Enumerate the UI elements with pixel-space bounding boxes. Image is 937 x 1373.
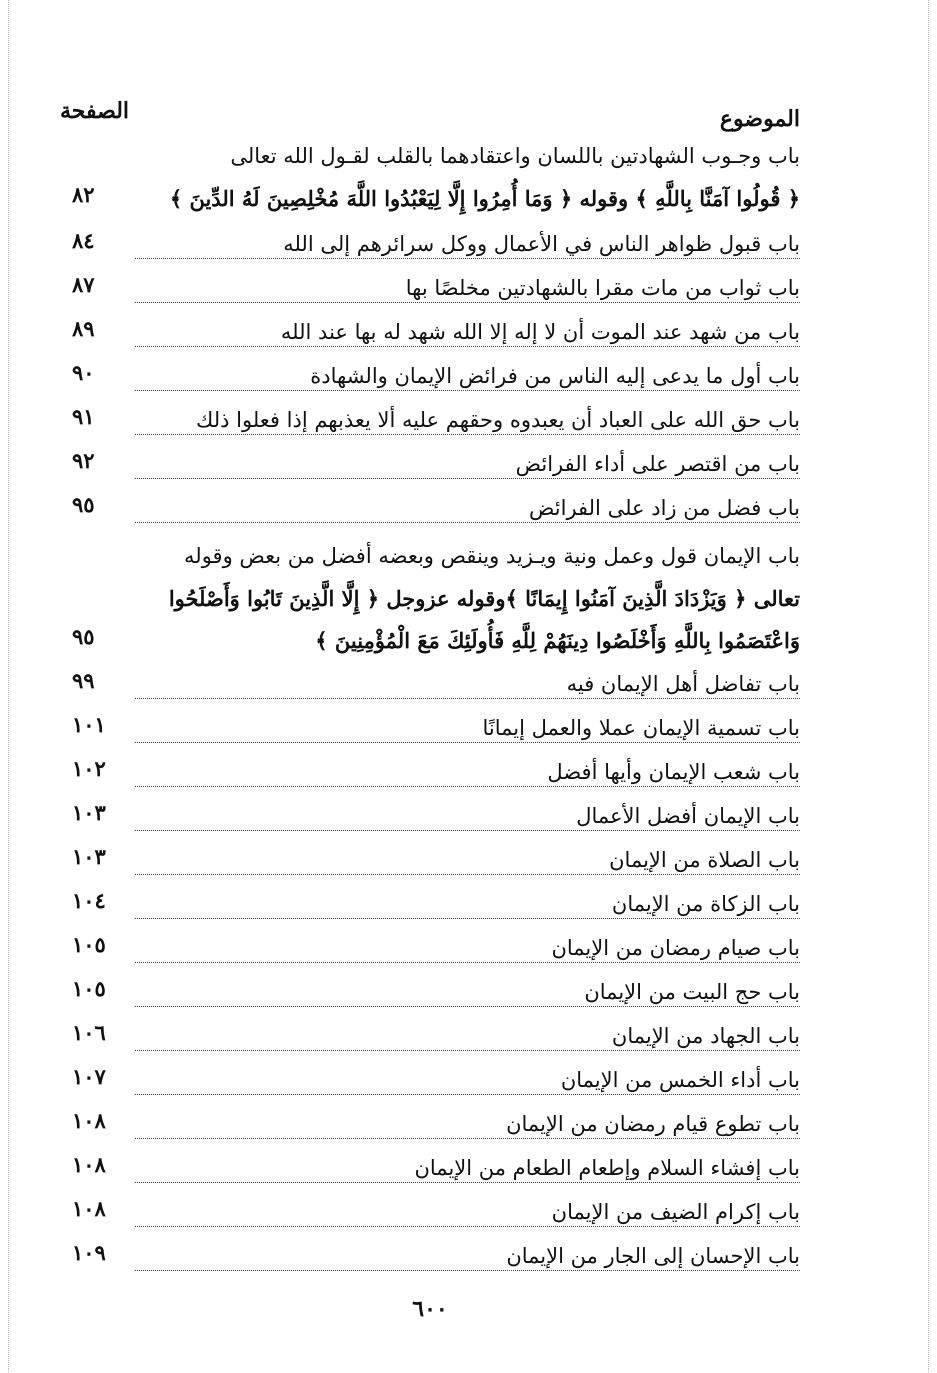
dot-leader xyxy=(135,302,800,303)
scan-edge xyxy=(8,0,9,1373)
dot-leader xyxy=(135,346,800,347)
dot-leader xyxy=(135,874,800,875)
toc-entry[interactable] xyxy=(60,668,800,712)
toc-entry[interactable] xyxy=(60,1196,800,1240)
toc-entry[interactable] xyxy=(60,932,800,976)
page-number: ٨٢ xyxy=(72,182,95,207)
topic-column-heading: الموضوع xyxy=(719,106,800,132)
toc-entry-title: باب الزكاة من الإيمان xyxy=(606,892,800,916)
dot-leader xyxy=(135,478,800,479)
dot-leader xyxy=(135,962,800,963)
dot-leader xyxy=(135,1050,800,1051)
dot-leader xyxy=(135,434,800,435)
page-number: ٩٢ xyxy=(72,448,95,473)
dot-leader xyxy=(135,258,800,259)
page-number: ١٠٤ xyxy=(72,888,106,913)
page-number: ١٠٨ xyxy=(72,1196,106,1221)
toc-entry[interactable] xyxy=(60,228,800,272)
toc-entry-title: باب من شهد عند الموت أن لا إله إلا الله شهد له بها عند الله xyxy=(275,320,800,344)
page-number: ١٠٣ xyxy=(72,800,106,825)
page-number: ١٠٥ xyxy=(72,932,106,957)
toc-entry-title: باب حج البيت من الإيمان xyxy=(578,980,800,1004)
dot-leader xyxy=(135,390,800,391)
toc-entry[interactable] xyxy=(60,448,800,492)
toc-entry-title: باب الإحسان إلى الجار من الإيمان xyxy=(500,1244,800,1268)
folio-page-number: ٦٠٠ xyxy=(412,1296,448,1322)
toc-entry[interactable] xyxy=(60,1020,800,1064)
toc-entry[interactable] xyxy=(60,888,800,932)
toc-entry-line xyxy=(130,582,800,622)
dot-leader xyxy=(135,918,800,919)
page-number: ١٠٩ xyxy=(72,1240,106,1265)
toc-entry[interactable] xyxy=(60,800,800,844)
toc-entry-title: باب الجهاد من الإيمان xyxy=(606,1024,800,1048)
page-column-heading: الصفحة xyxy=(60,98,130,124)
toc-entry-text: باب وجـوب الشهادتين باللسان واعتقادهما بالقلب لقـول الله تعالى xyxy=(230,144,800,168)
page-number: ٩٩ xyxy=(72,668,95,693)
scan-edge xyxy=(928,0,929,1373)
toc-entry-title: باب قبول ظواهر الناس في الأعمال ووكل سرائرهم إلى الله xyxy=(277,232,800,256)
dot-leader xyxy=(135,786,800,787)
page-number: ٩٥ xyxy=(72,624,95,649)
page-number: ١٠١ xyxy=(72,712,106,737)
dot-leader xyxy=(135,1226,800,1227)
dot-leader xyxy=(135,742,800,743)
page-number: ١٠٥ xyxy=(72,976,106,1001)
toc-entry[interactable] xyxy=(60,360,800,404)
dot-leader xyxy=(135,1182,800,1183)
dot-leader xyxy=(135,1138,800,1139)
toc-entry-title: باب فضل من زاد على الفرائض xyxy=(523,496,800,520)
toc-entry[interactable] xyxy=(60,1240,800,1284)
toc-entry-line xyxy=(72,182,800,222)
toc-entry-title: باب تفاضل أهل الإيمان فيه xyxy=(561,672,800,696)
page-number: ١٠٨ xyxy=(72,1108,106,1133)
toc-entry[interactable] xyxy=(60,1108,800,1152)
toc-entry-title: باب الصلاة من الإيمان xyxy=(603,848,800,872)
toc-entry[interactable] xyxy=(60,756,800,800)
toc-entry[interactable] xyxy=(60,844,800,888)
toc-entry-title: باب إفشاء السلام وإطعام الطعام من الإيمان xyxy=(408,1156,800,1180)
page-number: ١٠٢ xyxy=(72,756,106,781)
dot-leader xyxy=(135,1094,800,1095)
page-number: ١٠٧ xyxy=(72,1064,106,1089)
page-number: ٨٩ xyxy=(72,316,95,341)
toc-entry-title: باب أول ما يدعى إليه الناس من فرائض الإيمان والشهادة xyxy=(304,364,800,388)
toc-entry-text: تعالى ﴿ وَيَزْدَادَ الَّذِينَ آمَنُوا إِيمَانًا ﴾وقوله عزوجل ﴿ إِلَّا الَّذِينَ تَابُوا وَأَصْلَحُوا xyxy=(168,586,800,611)
toc-entry-text: باب الإيمان قول وعمل ونية ويـزيد وينقص وبعضه أفضل من بعض وقوله xyxy=(184,544,800,568)
dot-leader xyxy=(135,522,800,523)
toc-entry[interactable] xyxy=(60,712,800,756)
toc-entry[interactable] xyxy=(60,316,800,360)
toc-entry-title: باب تسمية الإيمان عملا والعمل إيمانًا xyxy=(476,716,800,740)
page-number: ٩٠ xyxy=(72,360,95,385)
toc-entry[interactable] xyxy=(60,1064,800,1108)
toc-entry-title: باب من اقتصر على أداء الفرائض xyxy=(510,452,800,476)
toc-entry-line xyxy=(72,624,800,664)
page-number: ٨٧ xyxy=(72,272,95,297)
toc-entry-title: باب أداء الخمس من الإيمان xyxy=(555,1068,800,1092)
toc-entry-title: باب حق الله على العباد أن يعبدوه وحقهم عليه ألا يعذبهم إذا فعلوا ذلك xyxy=(190,408,800,432)
dot-leader xyxy=(135,698,800,699)
page-number: ١٠٨ xyxy=(72,1152,106,1177)
toc-header xyxy=(60,98,800,142)
toc-entry-title: باب ثواب من مات مقرا بالشهادتين مخلصًا بها xyxy=(400,276,800,300)
toc-entry-title: باب صيام رمضان من الإيمان xyxy=(545,936,800,960)
dot-leader xyxy=(135,830,800,831)
dot-leader xyxy=(135,1270,800,1271)
toc-entry-title: باب إكرام الضيف من الإيمان xyxy=(546,1200,800,1224)
toc-entry-text: وَاعْتَصَمُوا بِاللَّهِ وَأَخْلَصُوا دِينَهُمْ لِلَّهِ فَأُولَئِكَ مَعَ الْمُؤْمِنِينَ ﴾ xyxy=(315,628,800,653)
toc-entry[interactable] xyxy=(60,404,800,448)
toc-entry[interactable] xyxy=(60,976,800,1020)
page-number: ١٠٣ xyxy=(72,844,106,869)
toc-entry-title: باب تطوع قيام رمضان من الإيمان xyxy=(500,1112,800,1136)
page-number: ٩٥ xyxy=(72,492,95,517)
toc-entry-line xyxy=(130,140,800,180)
dot-leader xyxy=(135,1006,800,1007)
toc-entry[interactable] xyxy=(60,272,800,316)
toc-entry[interactable] xyxy=(60,492,800,536)
toc-entry-line xyxy=(130,540,800,580)
toc-entry-title: باب الإيمان أفضل الأعمال xyxy=(570,804,800,828)
page-number: ٨٤ xyxy=(72,228,95,253)
toc-entry-text: ﴿ قُولُوا آمَنَّا بِاللَّهِ ﴾ وقوله ﴿ وَمَا أُمِرُوا إِلَّا لِيَعْبُدُوا اللَّهَ مُخْلِصِينَ لَهُ الدِّينَ ﴾ xyxy=(169,186,800,211)
toc-entry-title: باب شعب الإيمان وأيها أفضل xyxy=(541,760,800,784)
toc-entry[interactable] xyxy=(60,1152,800,1196)
page-number: ١٠٦ xyxy=(72,1020,106,1045)
page-number: ٩١ xyxy=(72,404,95,429)
